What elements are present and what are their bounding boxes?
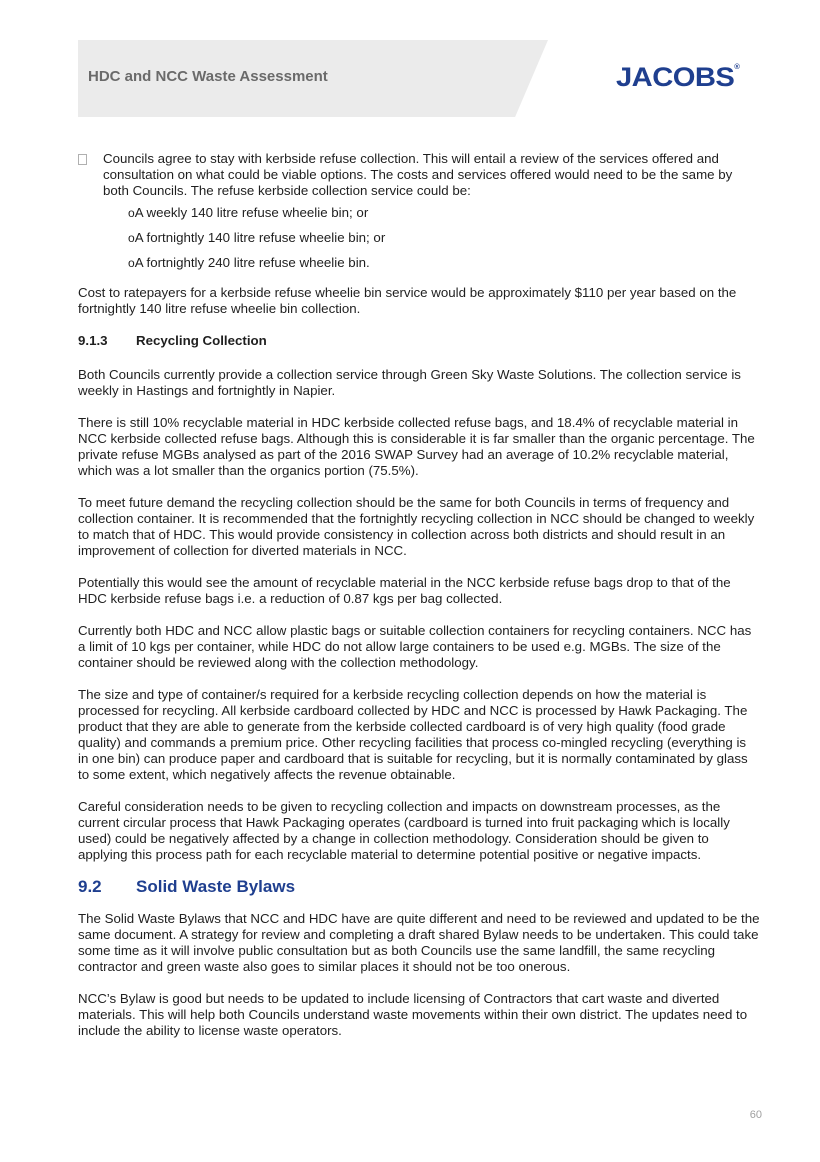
page-number: 60 <box>749 1109 762 1121</box>
list-item-text: A fortnightly 240 litre refuse wheelie bin. <box>134 255 370 270</box>
logo-text: JACOBS <box>616 62 735 92</box>
jacobs-logo <box>616 62 739 93</box>
paragraph: Potentially this would see the amount of recyclable material in the NCC kerbside refuse bags drop to that of the HDC kerbside refuse bags i.e. a reduction of 0.87 kgs per bag collected. <box>78 575 731 606</box>
paragraph: Currently both HDC and NCC allow plastic bags or suitable collection containers for recycling containers. NCC has a limit of 10 kgs per container, while HDC do not allow large containers to be used e.g. MGBs. The size of the container should be reviewed along with the collection methodology. <box>78 623 752 670</box>
page-content <box>78 151 760 1055</box>
section-heading-92 <box>78 879 760 895</box>
refuse-options-list <box>128 205 760 271</box>
section-heading-913 <box>78 333 760 349</box>
circle-bullet-icon: o <box>128 256 135 270</box>
paragraph: Careful consideration needs to be given to recycling collection and impacts on downstream processes, as the current circular process that Hawk Packaging operates (cardboard is turned into fruit packaging which is locally used) could be negatively affected by a change in collection methodology. Consideration should be given to applying this process path for each recyclable material to determine potential positive or negative impacts. <box>78 799 730 862</box>
list-item <box>128 205 760 221</box>
section-title: Solid Waste Bylaws <box>136 877 296 896</box>
paragraph: NCC’s Bylaw is good but needs to be updated to include licensing of Contractors that cart waste and diverted materials. This will help both Councils understand waste movements within their own district. The updates need to include the ability to license waste operators. <box>78 991 748 1038</box>
cost-paragraph: Cost to ratepayers for a kerbside refuse wheelie bin service would be approximately $110 per year based on the fortnightly 140 litre refuse wheelie bin collection. <box>78 285 737 316</box>
list-item <box>128 255 760 271</box>
bullet-text: Councils agree to stay with kerbside refuse collection. This will entail a review of the services offered and consultation on what could be viable options. The costs and services offered would need to be the same by both Councils. The refuse kerbside collection service could be: <box>103 151 733 198</box>
paragraph: The size and type of container/s required for a kerbside recycling collection depends on how the material is processed for recycling. All kerbside cardboard collected by HDC and NCC is processed by Hawk Packaging. The product that they are able to generate from the kerbside collected cardboard is of very high quality (food grade quality) and commands a premium price. Other recycling facilities that process co-mingled recycling (everything is in one bin) can produce paper and cardboard that is suitable for recycling, but it is normally contaminated by glass to some extent, which negatively affects the revenue obtainable. <box>78 687 748 782</box>
paragraph: The Solid Waste Bylaws that NCC and HDC have are quite different and need to be reviewed and updated to be the same document. A strategy for review and completing a draft shared Bylaw needs to be undertaken. This could take some time as it will involve public consultation but as both Councils use the same landfill, the same recycling contractor and green waste also goes to similar places it should not be too onerous. <box>78 911 760 974</box>
circle-bullet-icon: o <box>128 206 135 220</box>
list-item <box>128 230 760 246</box>
registered-mark: ® <box>734 64 740 71</box>
paragraph: Both Councils currently provide a collection service through Green Sky Waste Solutions. The collection service is weekly in Hastings and fortnightly in Napier. <box>78 367 741 398</box>
list-item-text: A weekly 140 litre refuse wheelie bin; or <box>134 205 369 220</box>
bullet-paragraph <box>78 151 760 199</box>
section-title: Recycling Collection <box>136 333 267 348</box>
paragraph: There is still 10% recyclable material in HDC kerbside collected refuse bags, and 18.4% of recyclable material in NCC kerbside collected refuse bags. Although this is considerable it is far smaller than the organic percentage. The private refuse MGBs analysed as part of the 2016 SWAP Survey had an average of 10.2% recyclable material, which was a lot smaller than the organics portion (75.5%). <box>78 415 755 478</box>
section-number: 9.1.3 <box>78 333 108 348</box>
paragraph: To meet future demand the recycling collection should be the same for both Councils in terms of frequency and collection container. It is recommended that the fortnightly recycling collection in NCC should be changed to weekly to match that of HDC. This would provide consistency in collection across both districts and should result in an improvement of collection for diverted materials in NCC. <box>78 495 755 558</box>
circle-bullet-icon: o <box>128 231 135 245</box>
list-item-text: A fortnightly 140 litre refuse wheelie bin; or <box>134 230 386 245</box>
bullet-box-icon <box>78 154 87 165</box>
document-title: HDC and NCC Waste Assessment <box>88 68 328 85</box>
section-number: 9.2 <box>78 877 102 896</box>
